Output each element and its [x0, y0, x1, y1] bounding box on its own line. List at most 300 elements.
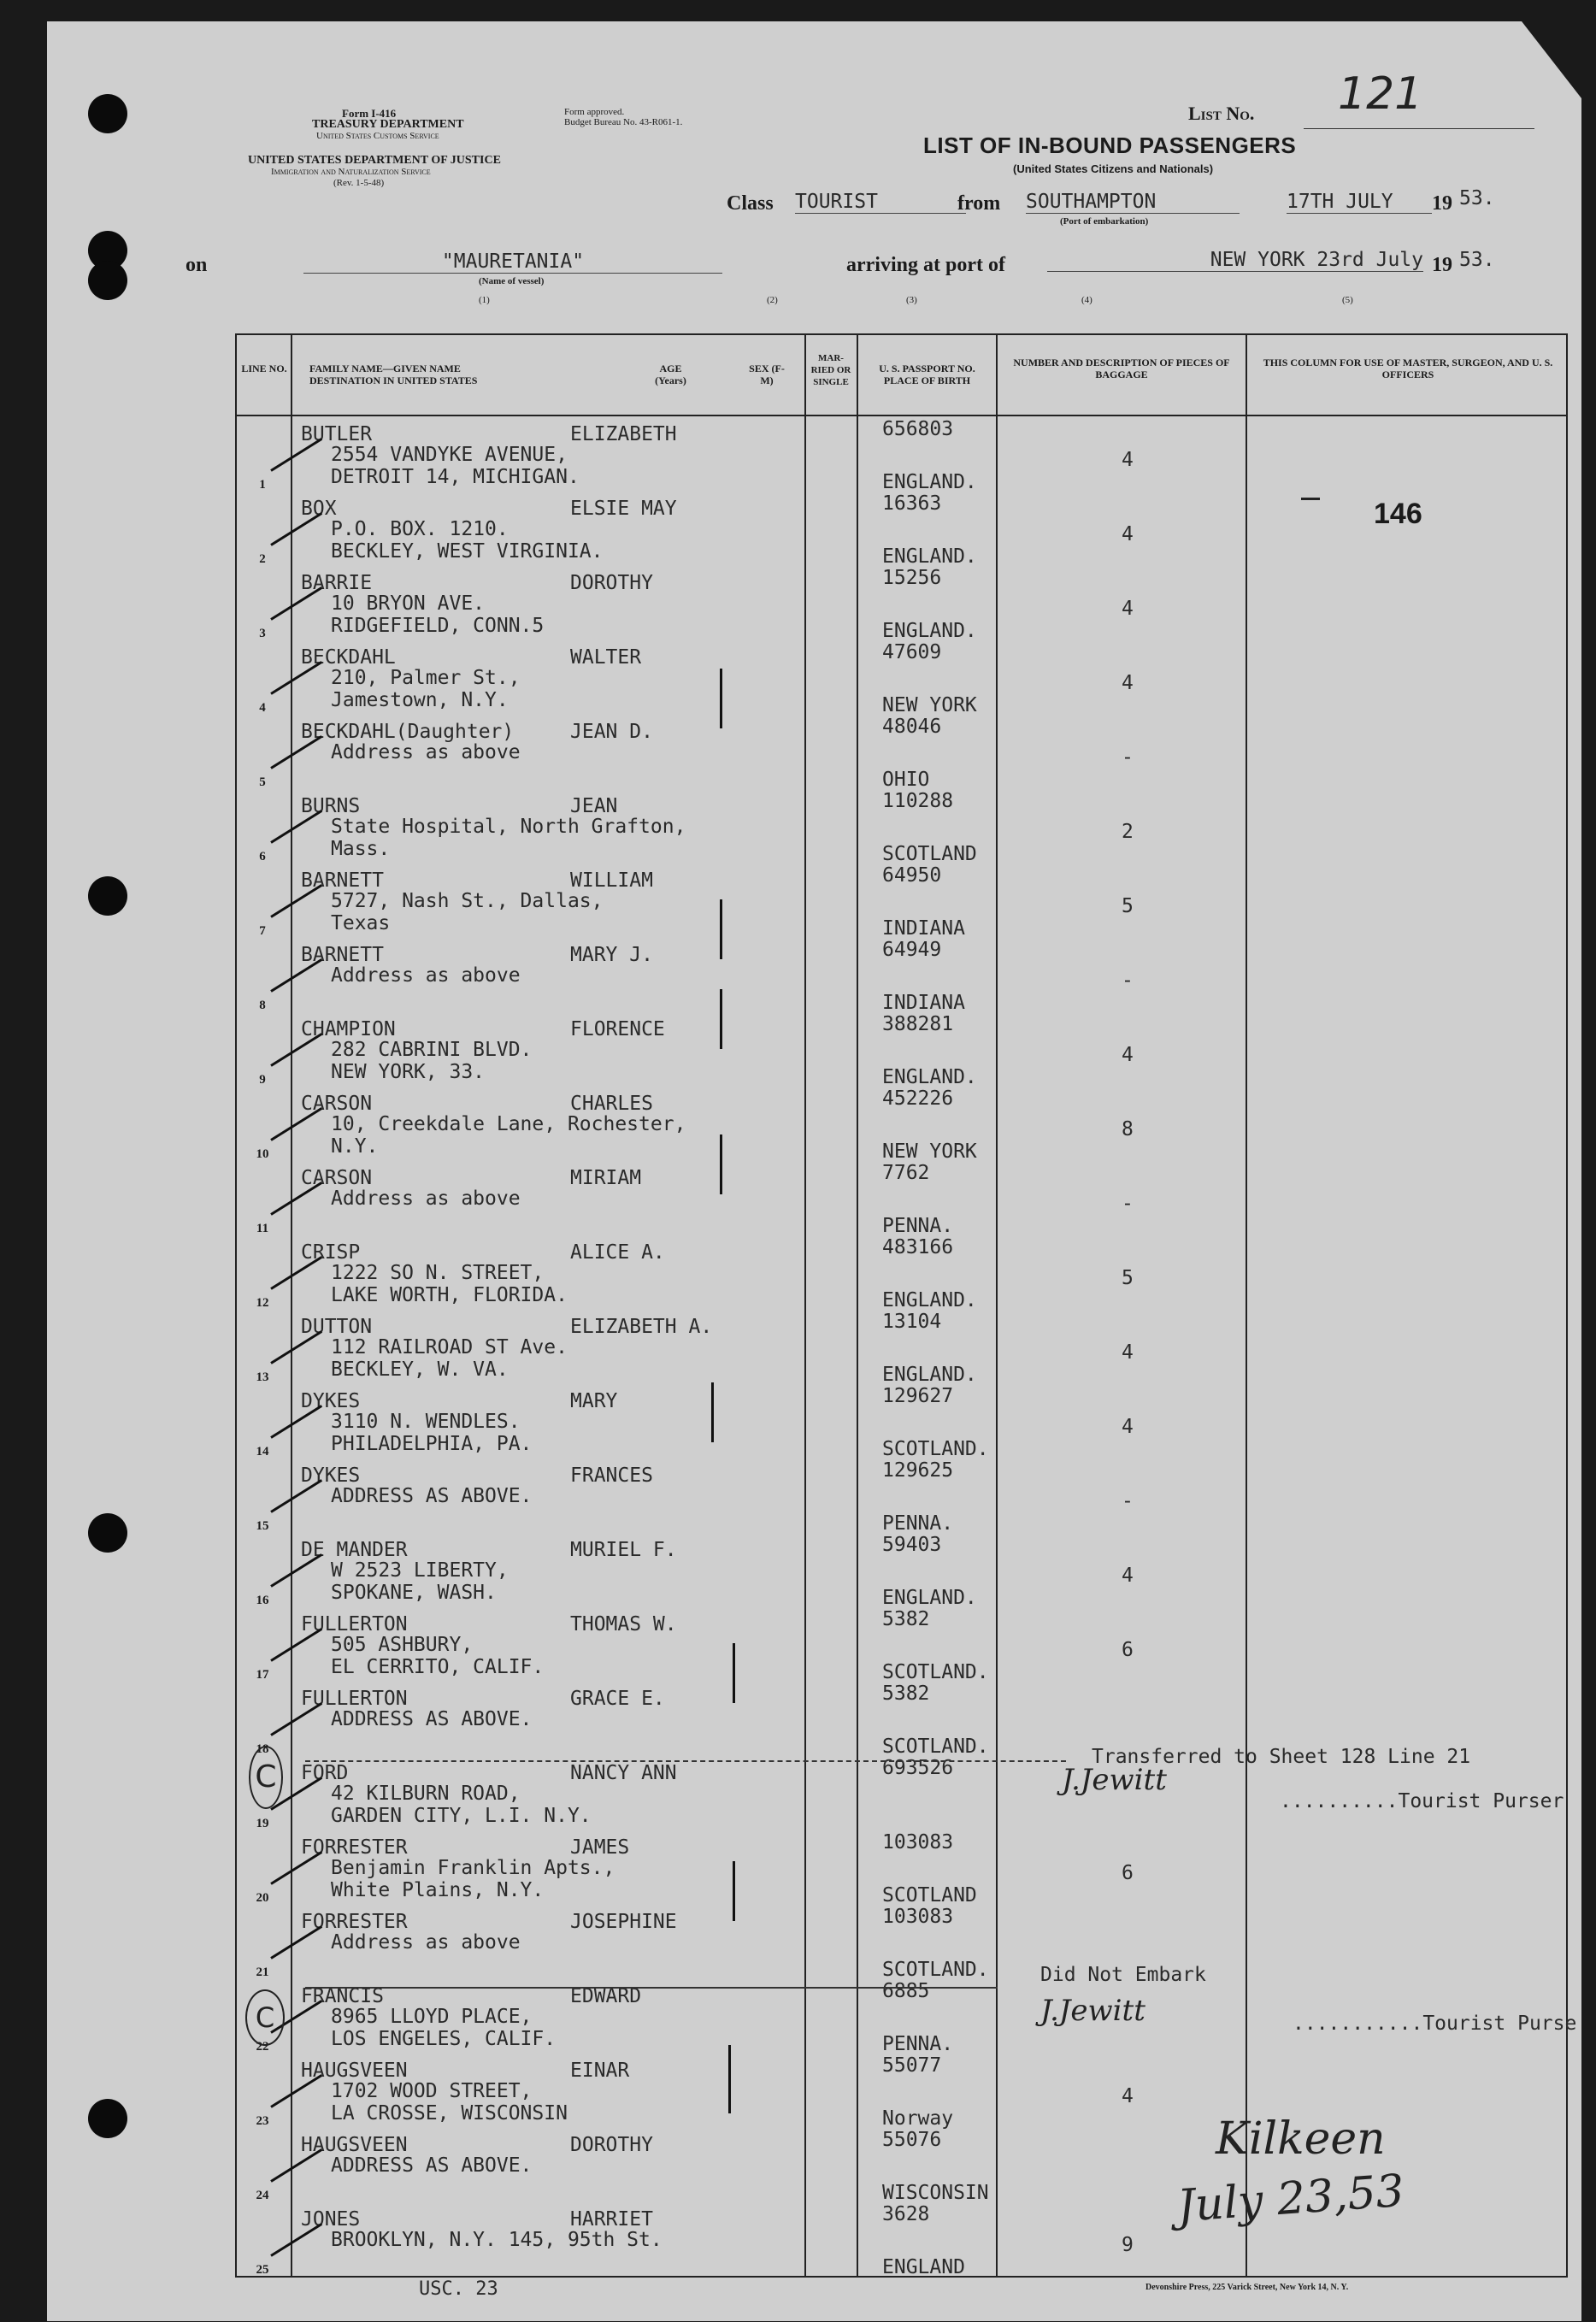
address-line-1: Address as above	[331, 741, 521, 763]
address-line-1: State Hospital, North Grafton,	[331, 816, 686, 838]
family-name: DYKES	[301, 1465, 361, 1487]
vessel-note: (Name of vessel)	[479, 276, 545, 286]
col-age: AGE (Years)	[655, 362, 686, 386]
line-number: 21	[256, 1965, 269, 1979]
pen-bracket	[720, 899, 722, 959]
given-name: ALICE A.	[570, 1241, 665, 1264]
year-prefix-1: 19	[1432, 192, 1452, 215]
pen-bracket	[733, 1861, 735, 1921]
table-row	[237, 1606, 1566, 1683]
pen-bracket	[733, 1643, 735, 1703]
table-row	[237, 937, 1566, 1014]
baggage-count: 6	[1122, 1639, 1134, 1661]
family-name: BOX	[301, 498, 337, 520]
line-number: 23	[256, 2114, 269, 2128]
vessel-name: "MAURETANIA"	[303, 250, 722, 274]
torn-corner	[1522, 21, 1581, 98]
line-number: 6	[259, 850, 266, 863]
passport-number: 7762	[882, 1162, 930, 1184]
line-number: 1	[259, 478, 266, 492]
check-mark-icon	[270, 958, 322, 993]
col-num-5: (5)	[1342, 295, 1353, 305]
passport-number: 64949	[882, 939, 942, 961]
col-num-1: (1)	[479, 295, 490, 305]
arrival-date: 23rd July	[1316, 249, 1423, 271]
revision: (Rev. 1-5-48)	[333, 178, 385, 188]
address-line-2: Mass.	[331, 838, 391, 860]
budget-bureau: Budget Bureau No. 43-R061-1.	[564, 117, 683, 127]
customs-service: United States Customs Service	[316, 131, 439, 141]
given-name: WALTER	[570, 646, 642, 669]
place-of-birth: ENGLAND.	[882, 620, 977, 642]
address-line-1: Address as above	[331, 1188, 521, 1210]
line-number: 17	[256, 1668, 269, 1682]
place-of-birth: SCOTLAND	[882, 1884, 977, 1907]
pen-bracket	[720, 669, 722, 728]
manifest-sheet	[47, 21, 1581, 2321]
given-name: CHARLES	[570, 1093, 653, 1115]
address-line-2: EL CERRITO, CALIF.	[331, 1656, 545, 1678]
table-row	[237, 1458, 1566, 1535]
table-row	[237, 1532, 1566, 1609]
table-row	[237, 1086, 1566, 1163]
col-officers: THIS COLUMN FOR USE OF MASTER, SURGEON, AND U. S. OFFICERS	[1263, 357, 1553, 380]
check-mark-icon	[270, 2223, 322, 2257]
col-num-2: (2)	[767, 295, 778, 305]
line-number: 14	[256, 1445, 269, 1459]
signature-2: J.Jewitt	[1040, 1994, 1145, 2028]
col-num-4: (4)	[1081, 295, 1092, 305]
col-destination: DESTINATION IN UNITED STATES	[309, 374, 478, 386]
departure-year: 53.	[1459, 187, 1495, 209]
address-line-1: 2554 VANDYKE AVENUE,	[331, 444, 568, 466]
table-row	[237, 1383, 1566, 1460]
check-mark-icon	[270, 1256, 322, 1290]
on-label: on	[186, 254, 208, 276]
pen-bracket	[728, 2045, 731, 2113]
address-line-2: White Plains, N.Y.	[331, 1879, 545, 1901]
address-line-1: 505 ASHBURY,	[331, 1634, 474, 1656]
address-line-2: PHILADELPHIA, PA.	[331, 1433, 533, 1455]
address-line-1: 42 KILBURN ROAD,	[331, 1783, 521, 1805]
family-name: HAUGSVEEN	[301, 2134, 408, 2156]
line-number: 25	[256, 2263, 269, 2277]
address-line-1: 210, Palmer St.,	[331, 667, 521, 689]
address-line-2: Jamestown, N.Y.	[331, 689, 509, 711]
check-mark-icon	[270, 1182, 322, 1216]
address-line-1: ADDRESS AS ABOVE.	[331, 1708, 533, 1730]
inspector-signature: Kilkeen	[1216, 2113, 1386, 2165]
form-approved: Form approved.	[564, 107, 625, 117]
col-name: FAMILY NAME—GIVEN NAME	[309, 362, 461, 374]
family-name: FULLERTON	[301, 1688, 408, 1710]
check-mark-icon	[270, 810, 322, 844]
place-of-birth: ENGLAND.	[882, 471, 977, 493]
col-baggage: NUMBER AND DESCRIPTION OF PIECES OF BAGGAGE	[1013, 357, 1230, 380]
table-row	[237, 639, 1566, 716]
given-name: MARY	[570, 1390, 618, 1412]
given-name: FLORENCE	[570, 1018, 665, 1040]
family-name: FORD	[301, 1762, 349, 1784]
given-name: ELIZABETH A.	[570, 1316, 713, 1338]
baggage-count: 4	[1122, 598, 1134, 620]
family-name: BECKDAHL	[301, 646, 396, 669]
baggage-count: -	[1122, 746, 1134, 769]
table-row	[237, 714, 1566, 791]
line-number: 10	[256, 1147, 269, 1161]
line-number: 18	[256, 1742, 269, 1756]
family-name: CARSON	[301, 1093, 373, 1115]
address-line-2: N.Y.	[331, 1135, 379, 1158]
baggage-count: 4	[1122, 1565, 1134, 1587]
place-of-birth: SCOTLAND.	[882, 1438, 989, 1460]
departure-date: 17TH JULY	[1287, 191, 1432, 214]
address-line-1: W 2523 LIBERTY,	[331, 1559, 509, 1582]
line-number: 4	[259, 701, 266, 715]
table-row	[237, 2053, 1566, 2130]
list-no-underline	[1304, 128, 1534, 129]
treasury-dept: TREASURY DEPARTMENT	[312, 118, 464, 131]
given-name: JEAN	[570, 795, 618, 817]
place-of-birth: SCOTLAND.	[882, 1959, 989, 1981]
family-name: FRANCIS	[301, 1985, 384, 2007]
table-row	[237, 416, 1566, 493]
baggage-count: 2	[1122, 821, 1134, 843]
line-number: 8	[259, 999, 266, 1012]
punch-hole-icon	[88, 876, 127, 916]
line-number: 19	[256, 1817, 269, 1830]
address-line-1: Address as above	[331, 1931, 521, 1954]
signature-1: J.Jewitt	[1062, 1763, 1167, 1797]
baggage-count: 8	[1122, 1118, 1134, 1140]
address-line-1: 282 CABRINI BLVD.	[331, 1039, 533, 1061]
passport-number: 16363	[882, 492, 942, 515]
family-name: FORRESTER	[301, 1836, 408, 1859]
punch-hole-icon	[88, 1513, 127, 1553]
passport-number: 129627	[882, 1385, 954, 1407]
passport-number: 3628	[882, 2203, 930, 2225]
passport-number: 55076	[882, 2129, 942, 2151]
address-line-1: Address as above	[331, 964, 521, 987]
given-name: MURIEL F.	[570, 1539, 677, 1561]
punch-hole-icon	[88, 261, 127, 300]
given-name: DOROTHY	[570, 572, 653, 594]
baggage-count: -	[1122, 1490, 1134, 1512]
passport-number: 47609	[882, 641, 942, 663]
table-row	[237, 1309, 1566, 1386]
baggage-count: 4	[1122, 449, 1134, 471]
family-name: BARRIE	[301, 572, 373, 594]
family-name: FORRESTER	[301, 1911, 408, 1933]
officer-count: 146	[1374, 498, 1422, 530]
check-mark-icon	[270, 1330, 322, 1364]
place-of-birth: INDIANA	[882, 917, 965, 940]
address-line-2: LA CROSSE, WISCONSIN	[331, 2102, 568, 2125]
class-label: Class	[727, 192, 774, 215]
family-name: DYKES	[301, 1390, 361, 1412]
page-title: LIST OF IN-BOUND PASSENGERS	[923, 133, 1297, 158]
family-name: DUTTON	[301, 1316, 373, 1338]
given-name: MARY J.	[570, 944, 653, 966]
given-name: HARRIET	[570, 2208, 653, 2231]
place-of-birth: ENGLAND.	[882, 1066, 977, 1088]
col-married: MAR-RIED OR SINGLE	[810, 353, 851, 387]
pen-bracket	[720, 989, 722, 1049]
address-line-2: Texas	[331, 912, 391, 934]
baggage-count: 5	[1122, 1267, 1134, 1289]
baggage-count: -	[1122, 969, 1134, 992]
family-name: HAUGSVEEN	[301, 2060, 408, 2082]
place-of-birth: SCOTLAND	[882, 843, 977, 865]
place-of-birth: ENGLAND.	[882, 1289, 977, 1311]
given-name: MIRIAM	[570, 1167, 642, 1189]
line-number: 20	[256, 1891, 269, 1905]
list-number: 121	[1338, 68, 1423, 120]
passport-number: 48046	[882, 716, 942, 738]
given-name: DOROTHY	[570, 2134, 653, 2156]
address-line-1: 1702 WOOD STREET,	[331, 2080, 533, 2102]
check-mark-icon	[270, 884, 322, 918]
arriving-label: arriving at port of	[846, 254, 1005, 276]
passport-number: 110288	[882, 790, 954, 812]
family-name: BUTLER	[301, 423, 373, 445]
check-mark-icon	[270, 1702, 322, 1736]
line-number: 24	[256, 2189, 269, 2202]
check-mark-icon	[270, 661, 322, 695]
year-prefix-2: 19	[1432, 254, 1452, 276]
col-sex: SEX (F-M)	[749, 362, 785, 386]
pen-bracket	[711, 1382, 714, 1442]
given-name: GRACE E.	[570, 1688, 665, 1710]
inspection-date: July 23,53	[1175, 2165, 1406, 2233]
address-line-1: 10 BRYON AVE.	[331, 592, 486, 615]
address-line-1: 3110 N. WENDLES.	[331, 1411, 521, 1433]
circle-c-mark: C	[249, 1746, 283, 1809]
place-of-birth: WISCONSIN	[882, 2182, 989, 2204]
given-name: JAMES	[570, 1836, 630, 1859]
place-of-birth: SCOTLAND.	[882, 1661, 989, 1683]
address-line-1: P.O. BOX. 1210.	[331, 518, 509, 540]
class-value: TOURIST	[795, 191, 966, 214]
place-of-birth: ENGLAND	[882, 2256, 965, 2278]
address-line-2: NEW YORK, 33.	[331, 1061, 486, 1083]
address-line-1: 8965 LLOYD PLACE,	[331, 2006, 533, 2028]
page-subtitle: (United States Citizens and Nationals)	[1013, 162, 1214, 175]
passport-number: 129625	[882, 1459, 954, 1482]
line-number: 5	[259, 775, 266, 789]
usc-number: USC. 23	[419, 2278, 498, 2300]
check-mark-icon	[270, 1405, 322, 1439]
place-of-birth: INDIANA	[882, 992, 965, 1014]
strike-line	[305, 1987, 998, 1989]
arrival-port: NEW YORK	[1210, 249, 1305, 271]
col-line-no: LINE NO.	[241, 362, 287, 374]
justice-dept: UNITED STATES DEPARTMENT OF JUSTICE	[248, 154, 501, 167]
table-row	[237, 788, 1566, 865]
transfer-note: Transferred to Sheet 128 Line 21	[1092, 1746, 1471, 1768]
passport-number: 15256	[882, 567, 942, 589]
line-number: 7	[259, 924, 266, 938]
check-mark-icon	[270, 586, 322, 621]
list-no-label: List No.	[1188, 103, 1255, 124]
table-row	[237, 565, 1566, 642]
place-of-birth: Norway	[882, 2107, 954, 2130]
tourist-purser-1: ..........Tourist Purser	[1280, 1790, 1564, 1812]
address-line-2: DETROIT 14, MICHIGAN.	[331, 466, 580, 488]
place-of-birth: NEW YORK	[882, 1140, 977, 1163]
from-value: SOUTHAMPTON	[1026, 191, 1240, 214]
punch-hole-icon	[88, 2099, 127, 2138]
check-mark-icon	[270, 1851, 322, 1885]
tourist-purser-2: ...........Tourist Purse	[1293, 2013, 1577, 2035]
address-line-2: BECKLEY, WEST VIRGINIA.	[331, 540, 604, 563]
family-name: DE MANDER	[301, 1539, 408, 1561]
check-mark-icon	[270, 1628, 322, 1662]
passport-number: 103083	[882, 1906, 954, 1928]
col-passport: U. S. PASSPORT NO. PLACE OF BIRTH	[879, 362, 975, 386]
baggage-count: 4	[1122, 1416, 1134, 1438]
passport-number: 388281	[882, 1013, 954, 1035]
line-number: 12	[256, 1296, 269, 1310]
address-line-1: 10, Creekdale Lane, Rochester,	[331, 1113, 686, 1135]
passport-number: 5382	[882, 1683, 930, 1705]
baggage-count: 4	[1122, 523, 1134, 545]
baggage-count: 4	[1122, 1044, 1134, 1066]
place-of-birth: OHIO	[882, 769, 930, 791]
baggage-count: 4	[1122, 1341, 1134, 1364]
passport-number: 59403	[882, 1534, 942, 1556]
check-mark-icon	[270, 512, 322, 546]
baggage-count: 4	[1122, 2085, 1134, 2107]
did-not-embark: Did Not Embark	[1040, 1964, 1206, 1986]
address-line-2: SPOKANE, WASH.	[331, 1582, 497, 1604]
passport-number: 55077	[882, 2054, 942, 2077]
baggage-count: -	[1122, 1193, 1134, 1215]
address-line-1: 5727, Nash St., Dallas,	[331, 890, 604, 912]
port-embark-note: (Port of embarkation)	[1060, 216, 1149, 227]
line-number: 2	[259, 552, 266, 566]
passport-number: 13104	[882, 1311, 942, 1333]
check-mark-icon	[270, 2074, 322, 2108]
address-line-1: ADDRESS AS ABOVE.	[331, 1485, 533, 1507]
from-label: from	[957, 192, 1001, 215]
passport-number: 103083	[882, 1831, 954, 1853]
form-number: Form I-416	[342, 107, 397, 120]
check-mark-icon	[270, 1033, 322, 1067]
address-line-1: BROOKLYN, N.Y. 145, 95th St.	[331, 2229, 663, 2251]
address-line-2: GARDEN CITY, L.I. N.Y.	[331, 1805, 592, 1827]
family-name: BURNS	[301, 795, 361, 817]
family-name: CHAMPION	[301, 1018, 396, 1040]
address-line-2: RIDGEFIELD, CONN.5	[331, 615, 545, 637]
strike-line	[305, 1760, 1066, 1762]
address-line-1: 1222 SO N. STREET,	[331, 1262, 545, 1284]
address-line-1: ADDRESS AS ABOVE.	[331, 2154, 533, 2177]
arrival-year: 53.	[1459, 249, 1495, 271]
baggage-count: 4	[1122, 672, 1134, 694]
passenger-table	[235, 333, 1577, 2278]
given-name: EINAR	[570, 2060, 630, 2082]
place-of-birth: PENNA.	[882, 1512, 954, 1535]
address-line-2: LAKE WORTH, FLORIDA.	[331, 1284, 568, 1306]
check-mark-icon	[270, 1107, 322, 1141]
line-number: 22	[256, 2040, 269, 2054]
printer-credit: Devonshire Press, 225 Varick Street, New York 14, N. Y.	[1145, 2283, 1349, 2292]
circle-c-mark: C	[245, 1989, 285, 2046]
address-line-1: 112 RAILROAD ST Ave.	[331, 1336, 568, 1358]
place-of-birth: NEW YORK	[882, 694, 977, 716]
passport-number: 6885	[882, 1980, 930, 2002]
place-of-birth: PENNA.	[882, 2033, 954, 2055]
given-name: ELIZABETH	[570, 423, 677, 445]
family-name: BARNETT	[301, 944, 384, 966]
given-name: THOMAS W.	[570, 1613, 677, 1635]
line-number: 9	[259, 1073, 266, 1087]
given-name: JEAN D.	[570, 721, 653, 743]
baggage-count: 9	[1122, 2234, 1134, 2256]
officer-dash	[1301, 498, 1320, 500]
given-name: FRANCES	[570, 1465, 653, 1487]
given-name: ELSIE MAY	[570, 498, 677, 520]
passport-number: 693526	[882, 1757, 954, 1779]
family-name: JONES	[301, 2208, 361, 2231]
check-mark-icon	[270, 2148, 322, 2183]
passport-number: 483166	[882, 1236, 954, 1258]
line-number: 16	[256, 1594, 269, 1607]
baggage-count: 5	[1122, 895, 1134, 917]
passport-number: 5382	[882, 1608, 930, 1630]
line-number: 15	[256, 1519, 269, 1533]
pen-bracket	[720, 1134, 722, 1194]
given-name: WILLIAM	[570, 869, 653, 892]
table-row	[237, 1160, 1566, 1237]
table-row	[237, 1011, 1566, 1088]
check-mark-icon	[270, 1553, 322, 1588]
given-name: NANCY ANN	[570, 1762, 677, 1784]
family-name: FULLERTON	[301, 1613, 408, 1635]
line-number: 3	[259, 627, 266, 640]
line-number: 13	[256, 1370, 269, 1384]
family-name: CARSON	[301, 1167, 373, 1189]
place-of-birth: ENGLAND.	[882, 1587, 977, 1609]
passport-number: 452226	[882, 1087, 954, 1110]
address-line-2: LOS ENGELES, CALIF.	[331, 2028, 557, 2050]
line-number: 11	[256, 1222, 269, 1235]
family-name: CRISP	[301, 1241, 361, 1264]
check-mark-icon	[270, 1925, 322, 1960]
passport-number: 64950	[882, 864, 942, 887]
place-of-birth: PENNA.	[882, 1215, 954, 1237]
family-name: BECKDAHL(Daughter)	[301, 721, 515, 743]
place-of-birth: SCOTLAND.	[882, 1736, 989, 1758]
given-name: EDWARD	[570, 1985, 642, 2007]
col-num-3: (3)	[906, 295, 917, 305]
check-mark-icon	[270, 438, 322, 472]
address-line-2: BECKLEY, W. VA.	[331, 1358, 509, 1381]
check-mark-icon	[270, 735, 322, 769]
baggage-count: 6	[1122, 1862, 1134, 1884]
address-line-1: Benjamin Franklin Apts.,	[331, 1857, 615, 1879]
family-name: BARNETT	[301, 869, 384, 892]
passport-number: 656803	[882, 418, 954, 440]
given-name: JOSEPHINE	[570, 1911, 677, 1933]
check-mark-icon	[270, 1479, 322, 1513]
ins-service: Immigration and Naturalization Service	[271, 167, 431, 177]
arrival-port-date	[1047, 249, 1423, 272]
punch-hole-icon	[88, 94, 127, 133]
place-of-birth: ENGLAND.	[882, 1364, 977, 1386]
place-of-birth: ENGLAND.	[882, 545, 977, 568]
